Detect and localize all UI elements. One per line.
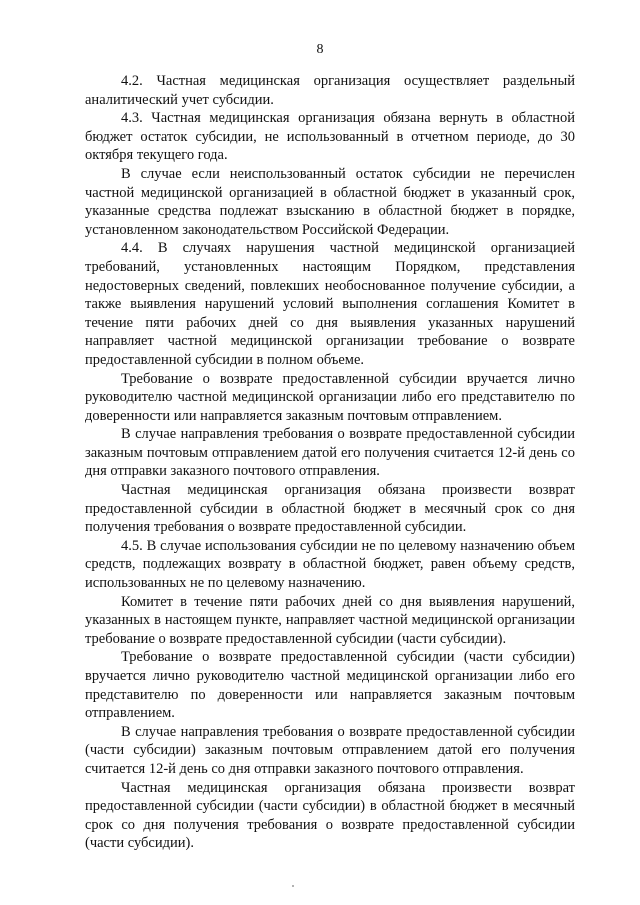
- paragraph-4-5-committee: Комитет в течение пяти рабочих дней со дня выявления нарушений, указанных в настоящем пункте, направляет частной медицинской организации требование о возврате предоставленной субсидии (части субсидии).: [85, 593, 575, 647]
- paragraph-4-3: 4.3. Частная медицинская организация обязана вернуть в областной бюджет остаток субсидии, не использованный в отчетном периоде, до 30 октября текущего года.: [85, 110, 575, 164]
- paragraph-4-4-delivery: Требование о возврате предоставленной субсидии вручается лично руководителю частной медицинской организации либо его представителю по доверенности или направляется заказным почтовым отправлением.: [85, 370, 575, 424]
- paragraph-4-4-refund: Частная медицинская организация обязана произвести возврат предоставленной субсидии в областной бюджет в месячный срок со дня получения требования о возврате предоставленной субсидии.: [85, 482, 575, 536]
- page-number: 8: [316, 42, 324, 57]
- paragraph-4-2: 4.2. Частная медицинская организация осуществляет раздельный аналитический учет субсидии.: [85, 73, 575, 108]
- paragraph-4-5-delivery: Требование о возврате предоставленной субсидии (части субсидии) вручается лично руководителю частной медицинской организации либо его представителю по доверенности или направляется заказным почтовым отправлением.: [85, 649, 575, 722]
- paragraph-4-3-recovery: В случае если неиспользованный остаток субсидии не перечислен частной медицинской организацией в областной бюджет в указанный срок, указанные средства подлежат взысканию в областной бюджет в порядке, установленном законодательством Российской Федерации.: [85, 165, 575, 238]
- paragraph-4-5-mail: В случае направления требования о возврате предоставленной субсидии (части субсидии) заказным почтовым отправлением датой его получения считается 12-й день со дня отправки заказного почтового отправления.: [85, 723, 575, 777]
- scan-artifact: [292, 885, 294, 887]
- paragraph-4-5-refund: Частная медицинская организация обязана произвести возврат предоставленной субсидии (части субсидии) в областной бюджет в месячный срок со дня получения требования о возврате предоставленной субсидии (части субсидии).: [85, 779, 575, 852]
- paragraph-4-4-mail: В случае направления требования о возврате предоставленной субсидии заказным почтовым отправлением датой его получения считается 12-й день со дня отправки заказного почтового отправления.: [85, 426, 575, 480]
- paragraph-4-4: 4.4. В случаях нарушения частной медицинской организацией требований, установленных настоящим Порядком, представления недостоверных сведений, повлекших необоснованное получение субсидии, а также выявления нарушений условий выполнения соглашения Комитет в течение пяти рабочих дней со дня выявления указанных нарушений направляет частной медицинской организации требование о возврате предоставленной субсидии в полном объеме.: [85, 240, 575, 368]
- paragraph-4-5: 4.5. В случае использования субсидии не по целевому назначению объем средств, подлежащих возврату в областной бюджет, равен объему средств, использованных не по целевому назначению.: [85, 537, 575, 592]
- document-body: [85, 72, 575, 853]
